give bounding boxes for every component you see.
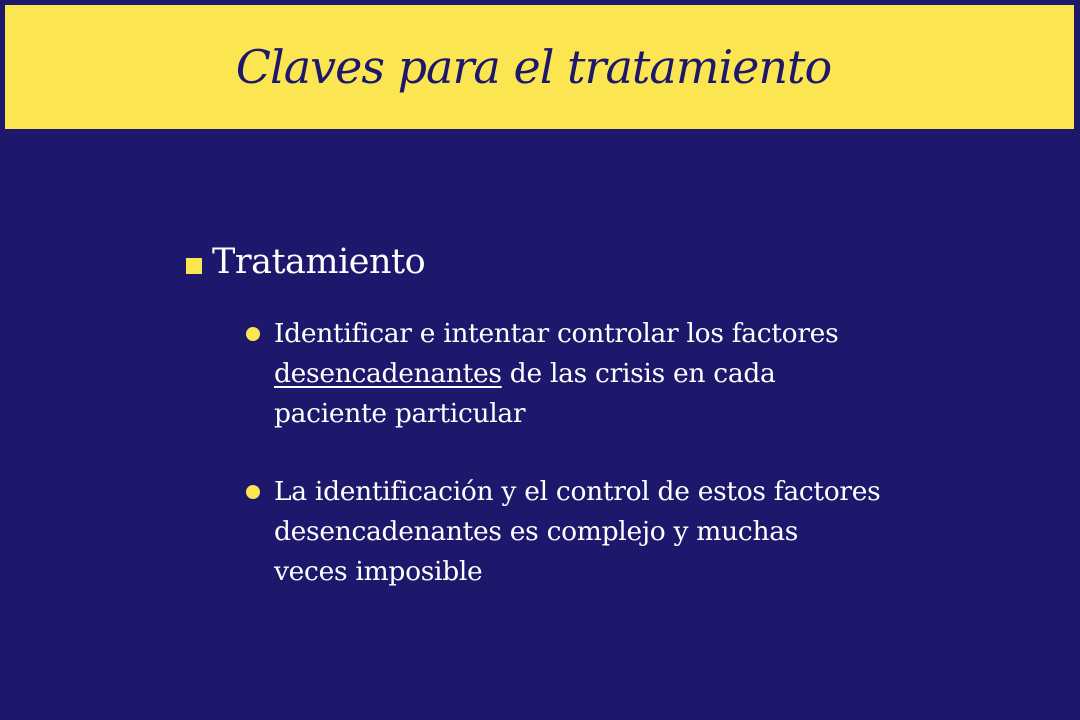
bullet-1-line-3: paciente particular — [274, 398, 526, 429]
bullet-2-line-2: desencadenantes es complejo y muchas — [274, 516, 799, 547]
bullet-text-1 — [274, 314, 838, 434]
bullet-2-line-3: veces imposible — [274, 556, 483, 587]
circle-bullet-icon — [246, 485, 260, 499]
bullet-2-line-1: La identificación y el control de estos factores — [274, 476, 881, 507]
circle-bullet-icon — [246, 327, 260, 341]
slide-content — [186, 240, 946, 592]
bullet-item-1 — [246, 314, 946, 434]
underlined-term: desencadenantes — [274, 358, 502, 389]
bullet-1-line-2-rest: de las crisis en cada — [501, 358, 776, 389]
slide-title: Claves para el tratamiento — [235, 40, 832, 94]
square-bullet-icon — [186, 258, 202, 274]
bullet-item-2 — [246, 472, 946, 592]
bullet-text-2 — [274, 472, 880, 592]
bullet-1-line-1: Identificar e intentar controlar los factores — [274, 318, 839, 349]
section-label: Tratamiento — [212, 242, 426, 282]
section-heading — [186, 240, 946, 284]
bullet-1-line-2 — [274, 354, 838, 394]
title-bar — [5, 5, 1074, 129]
